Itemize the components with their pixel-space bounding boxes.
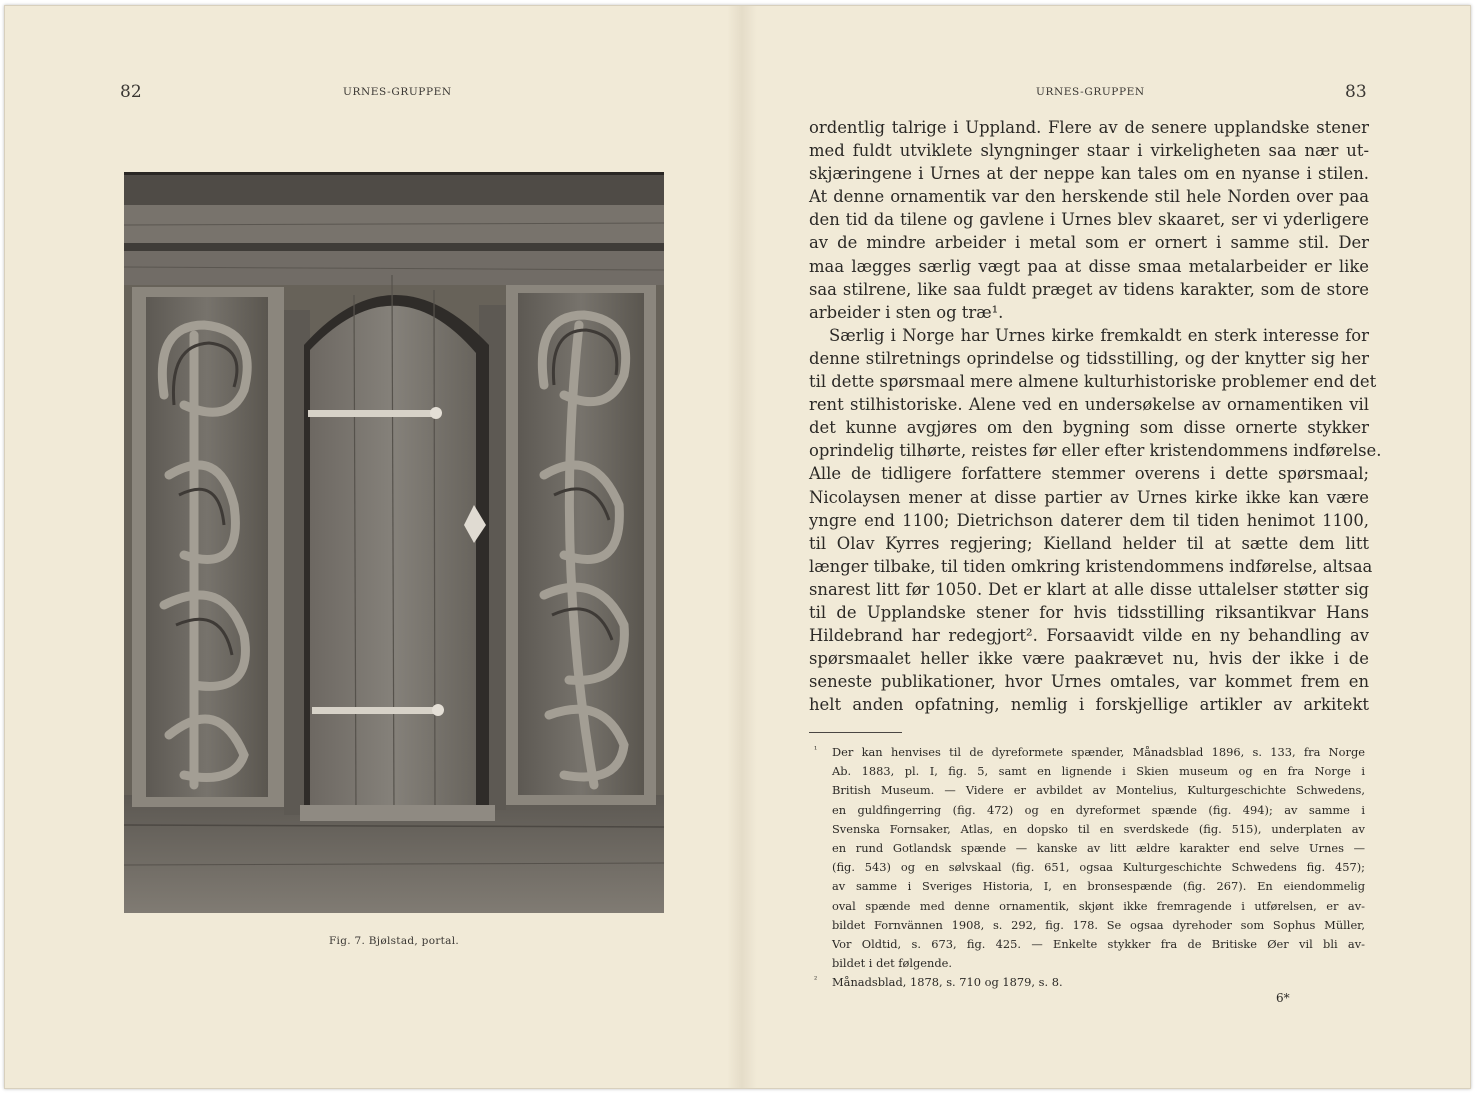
footnotes bbox=[814, 743, 1365, 993]
portal-photograph bbox=[124, 175, 664, 913]
footnote-line: bildet i det følgende. bbox=[832, 956, 953, 971]
footnote-line: en guldfingerring (fig. 472) og en dyreformet spænde (fig. 494); av samme i bbox=[832, 802, 1365, 817]
paragraph-1 bbox=[809, 116, 1369, 324]
figure-photo-portal bbox=[124, 172, 664, 913]
book-spread bbox=[4, 5, 1471, 1089]
text-line: længer tilbake, til tiden omkring kristendommens indførelse, altsaa bbox=[809, 556, 1373, 576]
footnote-line: oval spænde med denne ornamentik, skjønt ikke fremragende i utførelsen, er av- bbox=[832, 898, 1365, 913]
text-line: At denne ornamentik var den herskende stil hele Norden over paa bbox=[809, 187, 1369, 207]
text-line: med fuldt utviklete slyngninger staar i virkeligheten saa nær ut- bbox=[809, 141, 1369, 161]
footnote-line: (fig. 543) og en sølvskaal (fig. 651, ogsaa Kulturgeschichte Schwedens fig. 457); bbox=[832, 860, 1365, 875]
text-line: helt anden opfatning, nemlig i forskjellige artikler av arkitekt bbox=[809, 695, 1369, 715]
text-line: denne stilretnings oprindelse og tidsstilling, og der knytter sig her bbox=[809, 348, 1369, 368]
text-line: til Olav Kyrres regjering; Kielland helder til at sætte dem litt bbox=[809, 533, 1369, 553]
text-line: spørsmaalet heller ikke være paakrævet nu, hvis der ikke i de bbox=[809, 649, 1369, 669]
text-line: saa stilrene, like saa fuldt præget av tidens karakter, som de store bbox=[809, 279, 1369, 299]
text-line: Hildebrand har redegjort². Forsaavidt vilde en ny behandling av bbox=[809, 626, 1369, 646]
footnote-line: en rund Gotlandsk spænde — kanske av litt ældre karakter end selve Urnes — bbox=[832, 841, 1365, 856]
left-page-number: 82 bbox=[120, 82, 142, 102]
right-running-head: URNES-GRUPPEN bbox=[1036, 86, 1145, 98]
text-line: skjæringene i Urnes at der neppe kan tales om en nyanse i stilen. bbox=[809, 164, 1369, 184]
footnote-2-mark: ² bbox=[814, 975, 818, 985]
text-line: maa lægges særlig vægt paa at disse smaa metalarbeider er like bbox=[809, 256, 1369, 276]
text-line: seneste publikationer, hvor Urnes omtales, var kommet frem en bbox=[809, 672, 1369, 692]
left-page bbox=[5, 6, 742, 1088]
footnote-1 bbox=[814, 743, 1365, 973]
footnote-line: British Museum. — Videre er avbildet av Montelius, Kulturgeschichte Schwedens, bbox=[832, 783, 1365, 798]
footnote-rule bbox=[809, 732, 902, 733]
footnote-line: Svenska Fornsaker, Atlas, en dopsko til en sverdskede (fig. 515), underplaten av bbox=[832, 821, 1365, 836]
figure-caption: Fig. 7. Bjølstad, portal. bbox=[328, 935, 460, 947]
text-line: til de Upplandske stener for hvis tidsstilling riksantikvar Hans bbox=[809, 602, 1369, 622]
text-line: snarest litt før 1050. Det er klart at alle disse uttalelser støtter sig bbox=[809, 579, 1369, 599]
text-line: den tid da tilene og gavlene i Urnes blev skaaret, ser vi yderligere bbox=[809, 210, 1369, 230]
text-line: det kunne avgjøres om den bygning som disse ornerte stykker bbox=[809, 418, 1369, 438]
footnote-line: Ab. 1883, pl. I, fig. 5, samt en lignende i Skien museum og en fra Norge i bbox=[832, 764, 1365, 779]
paragraph-2 bbox=[809, 324, 1382, 717]
text-line: av de mindre arbeider i metal som er ornert i samme stil. Der bbox=[809, 233, 1369, 253]
text-line: yngre end 1100; Dietrichson daterer dem til tiden henimot 1100, bbox=[809, 510, 1369, 530]
footnote-2 bbox=[814, 973, 1365, 992]
left-running-head: URNES-GRUPPEN bbox=[343, 86, 452, 98]
footnote-line: bildet Fornvännen 1908, s. 292, fig. 178. Se ogsaa dyrehoder som Sophus Müller, bbox=[832, 917, 1365, 932]
text-line: rent stilhistoriske. Alene ved en undersøkelse av ornamentiken vil bbox=[809, 395, 1369, 415]
text-line: Alle de tidligere forfattere stemmer overens i dette spørsmaal; bbox=[809, 464, 1369, 484]
signature-mark: 6* bbox=[1276, 991, 1290, 1005]
footnote-1-mark: ¹ bbox=[814, 745, 818, 754]
text-line: oprindelig tilhørte, reistes før eller efter kristendommens indførelse. bbox=[809, 441, 1382, 461]
footnote-line: Vor Oldtid, s. 673, fig. 425. — Enkelte stykker fra de Britiske Øer vil bli av- bbox=[832, 937, 1365, 952]
text-line: arbeider i sten og træ¹. bbox=[809, 302, 1004, 322]
right-page-number: 83 bbox=[1345, 82, 1367, 102]
text-line: til dette spørsmaal mere almene kulturhistoriske problemer end det bbox=[809, 372, 1377, 392]
footnote-line: av samme i Sveriges Historia, I, en bronsespænde (fig. 267). En eiendommelig bbox=[832, 879, 1365, 894]
text-line: Særlig i Norge har Urnes kirke fremkaldt en sterk interesse for bbox=[829, 325, 1369, 345]
right-page bbox=[742, 6, 1470, 1088]
footnote-line: Der kan henvises til de dyreformete spænder, Månadsblad 1896, s. 133, fra Norge bbox=[832, 745, 1365, 759]
text-line: Nicolaysen mener at disse partier av Urnes kirke ikke kan være bbox=[809, 487, 1369, 507]
body-text bbox=[809, 116, 1382, 716]
footnote-line: Månadsblad, 1878, s. 710 og 1879, s. 8. bbox=[832, 975, 1063, 990]
text-line: ordentlig talrige i Uppland. Flere av de senere upplandske stener bbox=[809, 118, 1369, 137]
